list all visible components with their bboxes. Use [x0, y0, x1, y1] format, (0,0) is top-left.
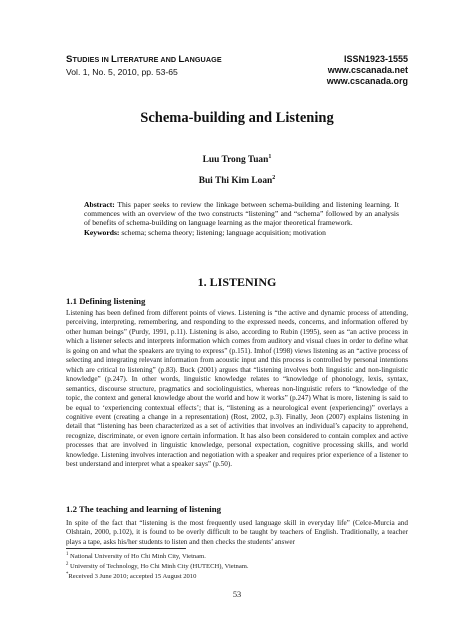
- footnote: *Received 3 June 2010; accepted 15 August 2010: [66, 572, 197, 581]
- footnote-rule: [66, 548, 186, 549]
- journal-name: STUDIES IN LITERATURE AND LANGUAGE: [66, 54, 222, 65]
- journal-url-net: www.cscanada.net: [327, 65, 408, 76]
- paper-title: Schema-building and Listening: [140, 110, 334, 126]
- journal-url-org: www.cscanada.org: [326, 76, 408, 87]
- journal-header-right: [327, 54, 408, 88]
- abstract: [84, 200, 399, 237]
- body-paragraph: Listening has been defined from different points of views. Listening is “the active and dynamic process of attending, perceiving, interpreting, remembering, and responding to the expressed needs, concerns, and information offered by other human beings” (Purdy, 1991, p.11). Listening is also, according to Rubin (1995), seen as “an active process in which a listener selects and interprets information which comes from auditory and visual clues in order to define what is going on and what the speakers are trying to express” (p.151). Imhof (1998) views listening as an “active process of selecting and integrating relevant information from acoustic input and this process is controlled by personal intentions which are critical to listening” (p.83). Buck (2001) argues that “listening involves both linguistic and non-linguistic knowledge” (p.247). In other words, linguistic knowledge relates to “knowledge of phonology, lexis, syntax, semantics, discourse structure, pragmatics and sociolinguistics, whereas non-linguistic refers to “knowledge of the topic, the context and general knowledge about the world and how it works” (p.247) What is more, listening is said to be equal to ‘experiencing contextual effects’; that is, “listening as a neurological event (experiencing)” overlays a cognitive event (creating a change in a representation) (Rost, 2002, p.3). Finally, Jeon (2007) explains listening in detail that “listening has been characterized as a set of activities that involves an individual’s capacity to apprehend, recognize, discriminate, or even ignore certain information. It has also been considered to contain complex and active processes that are involved in linguistic knowledge, personal expectation, cognitive processing skills, and world knowledge. Listening involves interaction and negotiation with a speaker and requires prior experience of a listener to best understand and interpret what a speaker says” (p.50).: [66, 309, 408, 469]
- keywords-label: Keywords:: [84, 227, 120, 237]
- subsection-heading: 1.2 The teaching and learning of listening: [66, 504, 222, 514]
- section-heading: 1. LISTENING: [197, 275, 277, 289]
- footnotes: [66, 551, 249, 582]
- author-list: [0, 148, 474, 190]
- author-2: Bui Thi Kim Loan$^2$: [198, 175, 276, 187]
- issn: ISSN1923-1555: [343, 54, 408, 64]
- abstract-label: Abstract:: [84, 200, 115, 209]
- footnote: $^2$ University of Technology, Ho Chi Minh City (HUTECH), Vietnam.: [66, 562, 249, 571]
- author-1: Luu Trong Tuan$^1$: [202, 154, 272, 166]
- body-paragraph: In spite of the fact that “listening is the most frequently used language skill in everyday life” (Celce-Murcia and Olshtain, 2000, p.102), it is found to be overly difficult to be taught by teachers of English. Traditionally, a teacher plays a tape, asks his/her students to listen and then checks the students’ answer: [66, 519, 408, 546]
- abstract-text: This paper seeks to review the linkage between schema-building and listening learning. It commences with an overview of the two constructs “listening” and “schema” followed by an analysis of benefits of schema-building on language learning as the major theoretical framework.: [84, 200, 399, 228]
- volume-line: Vol. 1, No. 5, 2010, pp. 53-65: [66, 67, 178, 77]
- keywords-text: schema; schema theory; listening; language acquisition; motivation: [119, 227, 326, 237]
- journal-header-left: [66, 54, 222, 77]
- page-number: 53: [232, 590, 242, 599]
- footnote: $^1$ National University of Ho Chi Minh City, Vietnam.: [66, 552, 206, 561]
- subsection-heading: 1.1 Defining listening: [66, 296, 146, 306]
